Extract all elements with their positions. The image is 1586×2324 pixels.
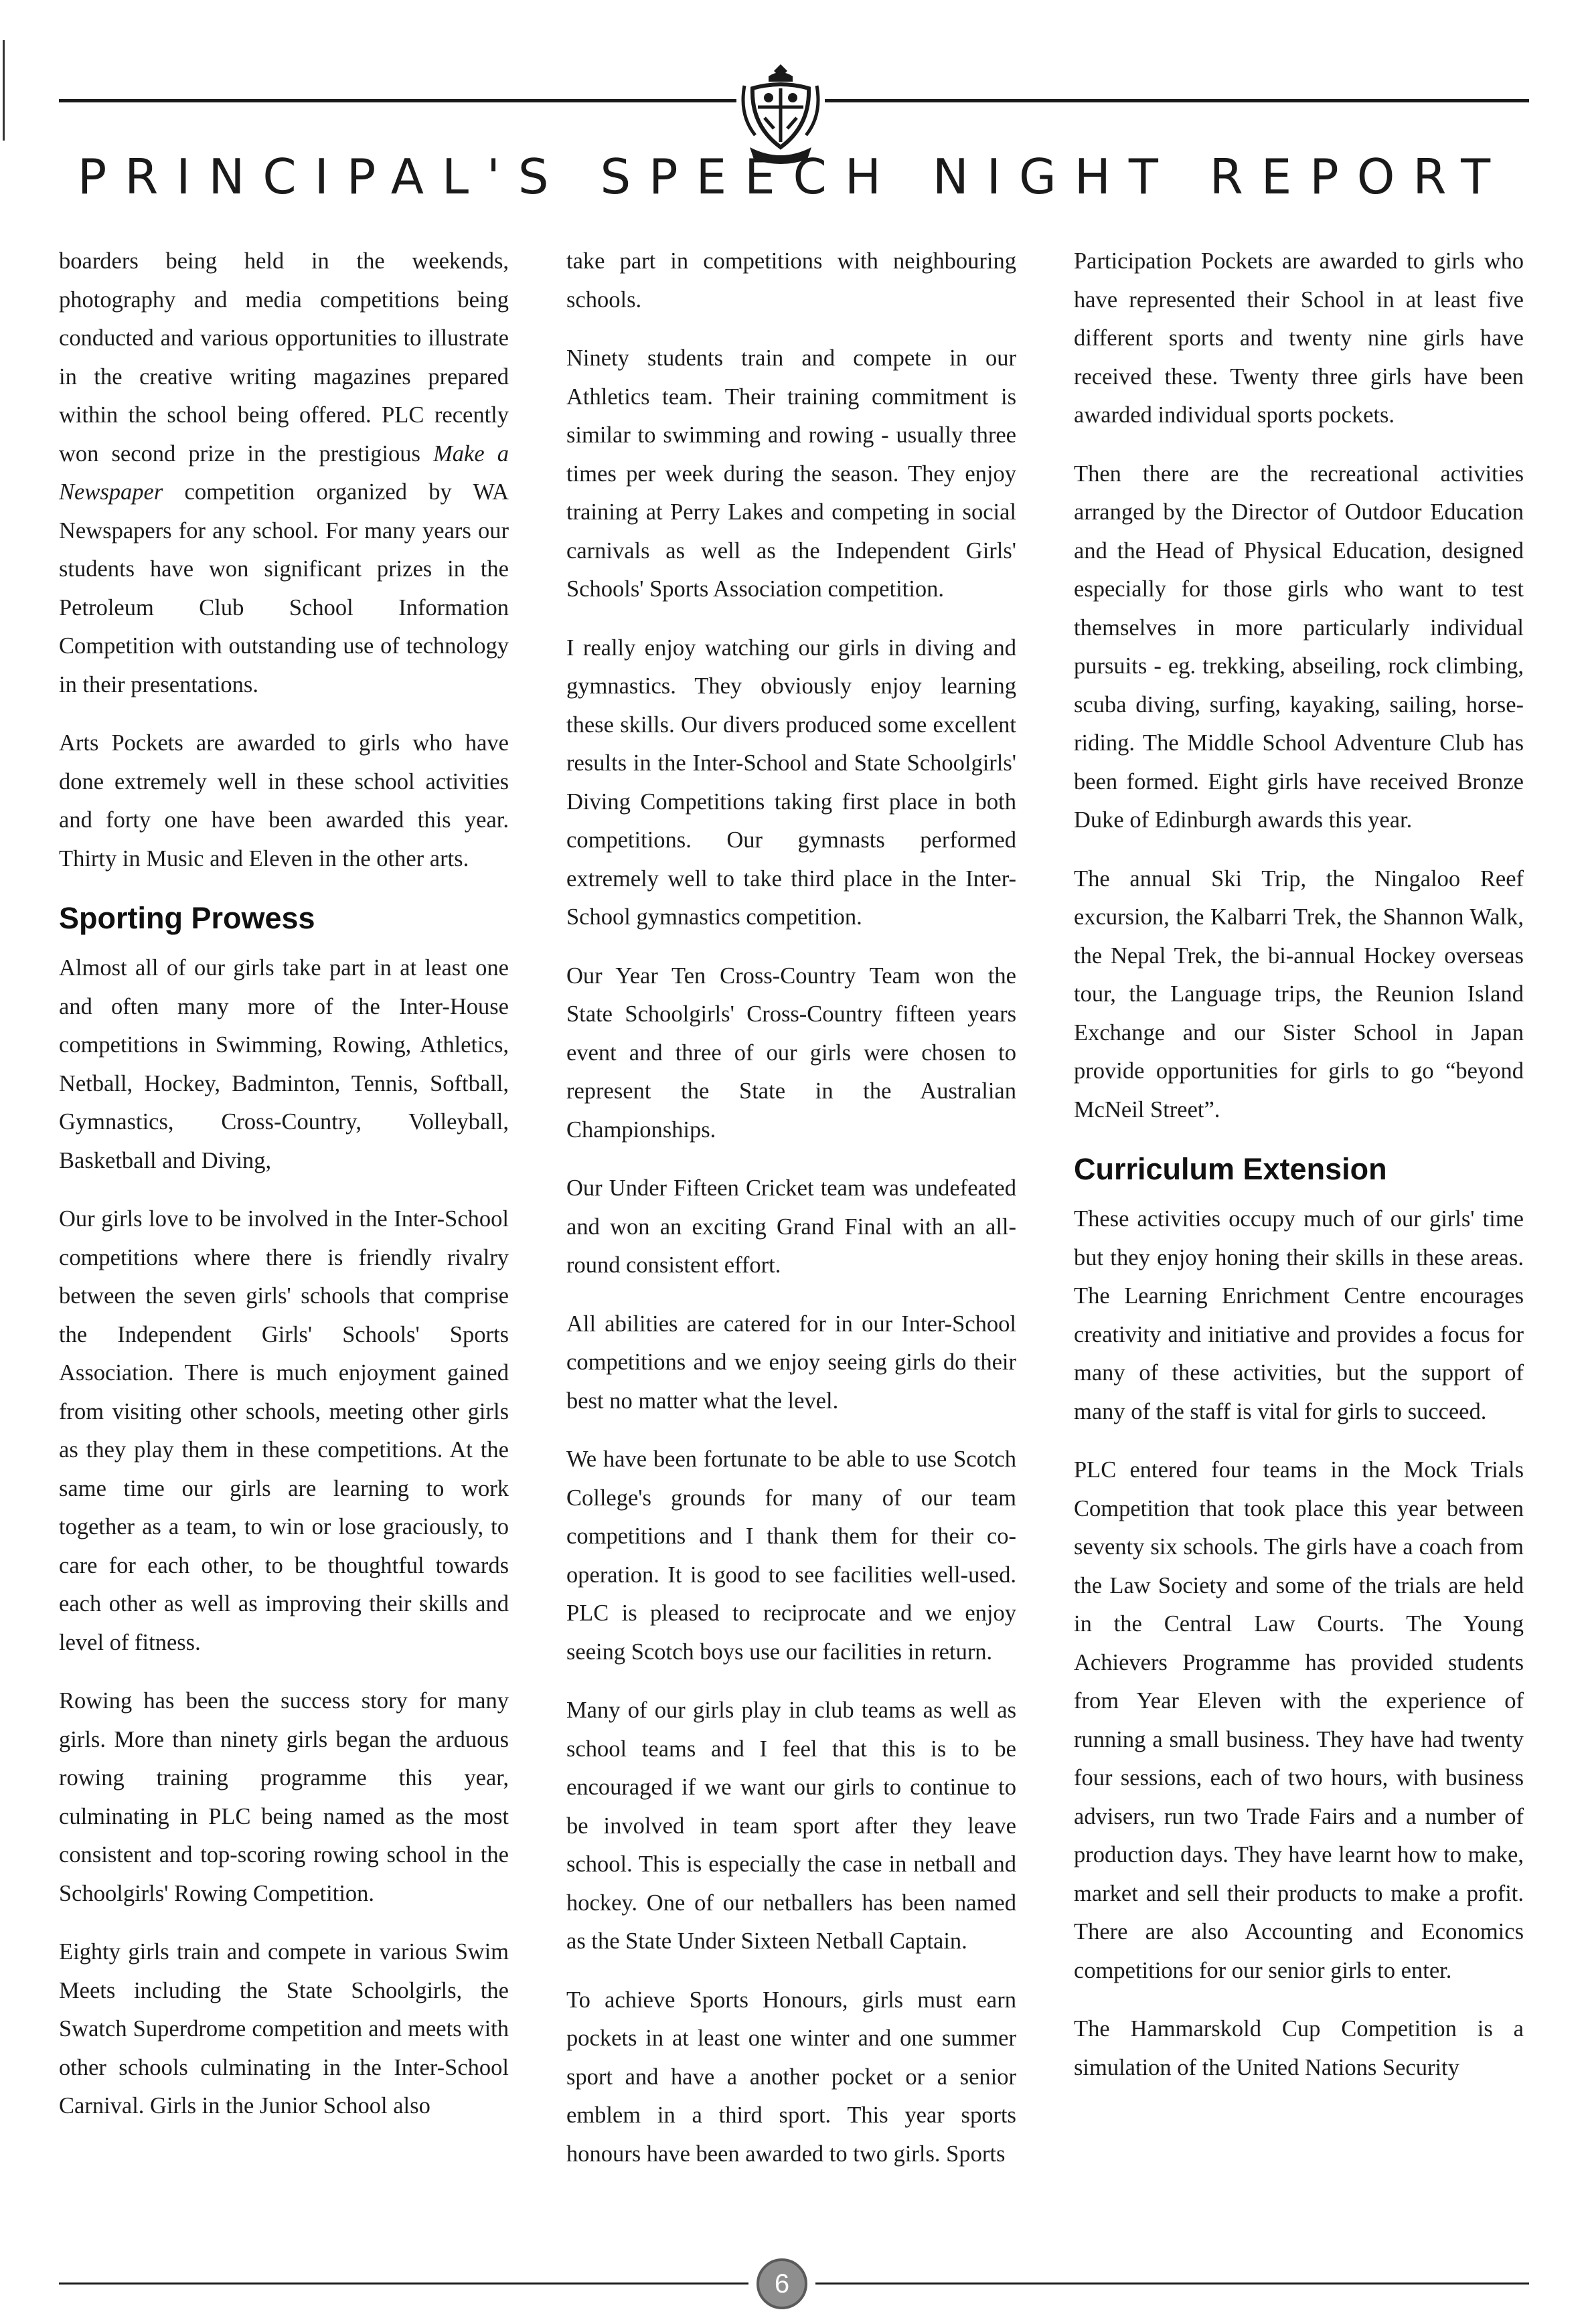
header-rule-left bbox=[59, 99, 736, 102]
col2-paragraph-4: Our Year Ten Cross-Country Team won the State Schoolgirls' Cross-Country fifteen years event and three of our girls were chosen to represent the State in the Australian Championships. bbox=[566, 963, 1016, 1143]
col2-paragraph-6: All abilities are catered for in our Inter-School competitions and we enjoy seeing girls do their best no matter what the level. bbox=[566, 1311, 1016, 1414]
col3-paragraph-4: These activities occupy much of our girls' time but they enjoy honing their skills in these areas. The Learning Enrichment Centre encourages creativity and initiative and provides a focus for many of these activities, but the support of many of the staff is vital for girls to succeed. bbox=[1074, 1206, 1524, 1424]
section-heading-curriculum-extension: Curriculum Extension bbox=[1074, 1152, 1387, 1186]
footer-rule-left bbox=[59, 2282, 748, 2285]
col1-paragraph-4: Our girls love to be involved in the Inter-School competitions where there is friendly rivalry between the seven girls' schools that comprise the Independent Girls' Schools' Sports Association. There is much enjoyment gained from visiting other schools, meeting other girls as they play them in these competitions. At the same time our girls are learning to work together as a team, to win or lose graciously, to care for each other, to be thoughtful towards each other as well as improving their skills and level of fitness. bbox=[59, 1206, 509, 1655]
col1-paragraph-2: Arts Pockets are awarded to girls who have done extremely well in these school activities and forty one have been awarded this year. Thirty in Music and Eleven in the other arts. bbox=[59, 730, 509, 872]
col2-paragraph-7: We have been fortunate to be able to use Scotch College's grounds for many of our team competitions and I thank them for their co-operation. It is good to see facilities well-used. PLC is pleased to reciprocate and we enjoy seeing Scotch boys use our facilities in return. bbox=[566, 1446, 1016, 1665]
col1-paragraph-3: Almost all of our girls take part in at least one and often many more of the Inter-House competitions in Swimming, Rowing, Athletics, Netball, Hockey, Badminton, Tennis, Softball, Gymnastics, Cross-Country, Volleyball, Basketball and Diving, bbox=[59, 955, 509, 1173]
col1-paragraph-1: boarders being held in the weekends, photography and media competitions being conducted and various opportunities to illustrate in the creative writing magazines prepared within the school being offered. PLC recently won second prize in the prestigious Make a Newspaper competition organized by WA Newspapers for any school. For many years our students have won significant prizes in the Petroleum Club School Information Competition with outstanding use of technology in their presentations. bbox=[59, 248, 509, 697]
header-rule-right bbox=[825, 99, 1529, 102]
col3-paragraph-6: The Hammarskold Cup Competition is a simulation of the United Nations Security bbox=[1074, 2016, 1524, 2080]
col2-paragraph-3: I really enjoy watching our girls in diving and gymnastics. They obviously enjoy learning these skills. Our divers produced some excellent results in the Inter-School and State Schoolgirls' Diving Competitions taking first place in both competitions. Our gymnasts performed extremely well to take third place in the Inter-School gymnastics competition. bbox=[566, 635, 1016, 930]
col1-paragraph-6: Eighty girls train and compete in various Swim Meets including the State Schoolgirls, the Swatch Superdrome competition and meets with other schools culminating in the Inter-School Carnival. Girls in the Junior School also bbox=[59, 1939, 509, 2119]
text-column-3 bbox=[1074, 242, 1524, 2107]
footer-rule-right bbox=[815, 2282, 1529, 2285]
col3-paragraph-2: Then there are the recreational activities arranged by the Director of Outdoor Education and the Head of Physical Education, designed especially for those girls who want to test themselves in more particularly individual pursuits - eg. trekking, abseiling, rock climbing, scuba diving, surfing, kayaking, sailing, horse-riding. The Middle School Adventure Club has been formed. Eight girls have received Bronze Duke of Edinburgh awards this year. bbox=[1074, 461, 1524, 833]
col2-paragraph-2: Ninety students train and compete in our Athletics team. Their training commitment is similar to swimming and rowing - usually three times per week during the season. They enjoy training at Perry Lakes and competing in social carnivals as well as the Independent Girls' Schools' Sports Association competition. bbox=[566, 345, 1016, 602]
col2-paragraph-5: Our Under Fifteen Cricket team was undefeated and won an exciting Grand Final with an all-round consistent effort. bbox=[566, 1175, 1016, 1278]
col3-paragraph-3: The annual Ski Trip, the Ningaloo Reef excursion, the Kalbarri Trek, the Shannon Walk, the Nepal Trek, the bi-annual Hockey overseas tour, the Language trips, the Reunion Island Exchange and our Sister School in Japan provide opportunities for girls to go “beyond McNeil Street”. bbox=[1074, 865, 1524, 1123]
text-column-1 bbox=[59, 242, 509, 2146]
page-number-badge: 6 bbox=[757, 2258, 807, 2309]
col1-paragraph-5: Rowing has been the success story for many girls. More than ninety girls began the arduous rowing training programme this year, culminating in PLC being named as the most consistent and top-scoring rowing school in the Schoolgirls' Rowing Competition. bbox=[59, 1688, 509, 1906]
page-title: PRINCIPAL'S SPEECH NIGHT REPORT bbox=[77, 149, 1509, 205]
newspaper-competition-name: Make a Newspaper bbox=[59, 440, 509, 505]
col2-paragraph-9: To achieve Sports Honours, girls must earn pockets in at least one winter and one summer sport and have a another pocket or a senior emblem in a third sport. This year sports honours have been awarded to two girls. Sports bbox=[566, 1987, 1016, 2167]
col3-paragraph-1: Participation Pockets are awarded to girls who have represented their School in at least five different sports and twenty nine girls have received these. Twenty three girls have been awarded individual sports pockets. bbox=[1074, 248, 1524, 428]
col2-paragraph-8: Many of our girls play in club teams as well as school teams and I feel that this is to be encouraged if we want our girls to continue to be involved in team sport after they leave school. This is especially the case in netball and hockey. One of our netballers has been named as the State Under Sixteen Netball Captain. bbox=[566, 1697, 1016, 1954]
col3-paragraph-5: PLC entered four teams in the Mock Trials Competition that took place this year between seventy six schools. The girls have a coach from the Law Society and some of the trials are held in the Central Law Courts. The Young Achievers Programme has provided students from Year Eleven with the experience of running a small business. They have had twenty four sessions, each of two hours, with business advisers, run two Trade Fairs and a number of production days. They have learnt how to make, market and sell their products to make a profit. There are also Accounting and Economics competitions for our senior girls to enter. bbox=[1074, 1457, 1524, 1983]
text-column-2 bbox=[566, 242, 1016, 2193]
col2-paragraph-1: take part in competitions with neighbouring schools. bbox=[566, 248, 1016, 313]
section-heading-sporting-prowess: Sporting Prowess bbox=[59, 901, 315, 935]
scan-margin-mark bbox=[3, 40, 5, 141]
